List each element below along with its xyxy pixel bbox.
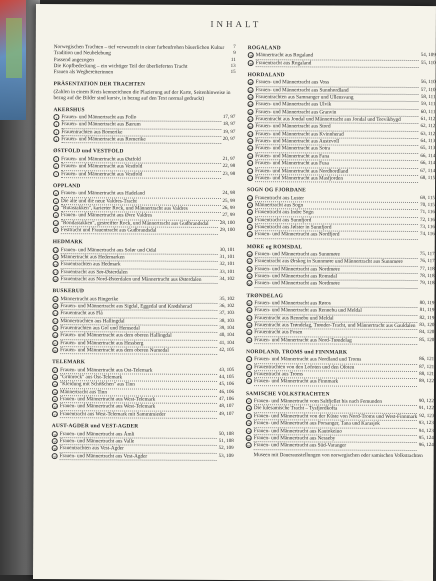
toc-entry-page: 68, 115: [420, 175, 436, 181]
map-number-circle: 63: [247, 273, 253, 279]
map-number-circle: 1: [53, 114, 59, 120]
toc-entry: [52, 453, 234, 461]
toc-entry-page: 53, 109: [218, 453, 234, 459]
toc-entry-page: 75, 117: [419, 251, 435, 258]
toc-entry-title: Frauen- und Männertracht aus Sigdal, Eggedal und Krødsherad: [60, 303, 217, 311]
toc-entry-page: 64, 113: [420, 139, 436, 145]
toc-entry-title: Frauen- und Männertracht aus dem oberen Hallingdal: [60, 333, 217, 341]
toc-entry-title: "Rondastakken", gestreifter Rock, und Männertracht aus Gudbrandsdal: [61, 220, 218, 228]
toc-entry-page: 91, 122: [418, 406, 434, 412]
page-title: INHALT: [210, 18, 262, 30]
toc-entry-page: 92, 123: [419, 413, 435, 419]
map-number-circle: 4: [53, 136, 59, 142]
toc-entry-title: Frauentracht aus Jølster in Sunnfjord: [255, 224, 418, 232]
toc-entry-page: 18, 97: [222, 122, 236, 128]
toc-entry-title: Norwegischen Trachten – tief verwurzelt in einer farbenfrohen bäuerlichen Kultur: [53, 44, 225, 51]
toc-entry-title: Tradition und Neubelebung: [53, 50, 111, 57]
toc-entry-title: Frauen- und Männertracht aus Romsdal: [255, 273, 418, 281]
toc-entry-title: Frauen- und Männertracht aus Vestfold: [61, 163, 221, 171]
museum-note: Museen mit Dauerausstellungen von norwegischen oder samischen Volkstrachten: [253, 451, 423, 459]
toc-entry-title: Männertracht aus Rogaland: [256, 52, 419, 60]
toc-entry-page: 80, 119: [419, 301, 435, 307]
map-number-circle: 16: [53, 261, 59, 267]
toc-entry-page: 83, 120: [419, 323, 435, 329]
toc-entry: [53, 136, 235, 144]
map-number-circle: 13: [53, 227, 59, 233]
toc-entry: [248, 60, 436, 68]
toc-entry-page: 20, 97: [222, 137, 236, 143]
toc-entry-page: 49, 107: [218, 411, 234, 417]
toc-entry-page: 37, 103: [219, 311, 235, 317]
toc-entry-title: Frauentracht aus Jondal und Männertracht aus Jondal und Teevikbygd: [255, 116, 418, 124]
map-number-circle: 62: [247, 266, 253, 272]
toc-entry-title: Frauen- und Männertracht aus Valle: [60, 438, 217, 446]
toc-entry-page: 26, 99: [222, 205, 235, 211]
toc-entry-title: "Grünrock" aus Ost-Telemark: [60, 374, 217, 382]
toc-entry-title: Die lulesamische Tracht – Tysfjordkofta: [254, 406, 417, 414]
toc-entry-page: 58, 111: [420, 95, 436, 101]
toc-entry-page: 77, 118: [419, 266, 435, 272]
toc-entry-page: 93, 123: [418, 421, 434, 427]
toc-entry: [53, 171, 235, 179]
toc-entry-title: Frauen- und Männertracht aus Østfold: [61, 156, 221, 164]
map-number-circle: 38: [248, 52, 254, 58]
toc-entry-title: Männertracht aus Tinn: [60, 389, 217, 397]
map-number-circle: 7: [53, 171, 59, 177]
toc-entry-page: 42, 105: [219, 348, 235, 354]
toc-entry-page: 94, 123: [418, 428, 434, 434]
toc-entry-page: 34, 102: [219, 276, 235, 283]
toc-entry-page: 31, 101: [219, 254, 235, 260]
toc-entry-title: Frauen- und Männertracht aus Hessberg: [60, 340, 217, 348]
toc-entry-title: Frauentrachten aus Hedmark: [61, 261, 218, 269]
map-number-circle: 9: [53, 198, 59, 204]
toc-entry-title: Frauen als Wegbereiterinnen: [53, 69, 114, 76]
toc-entry-page: 66, 114: [420, 153, 436, 159]
toc-entry-page: 35, 102: [219, 296, 235, 302]
toc-entry-page: 46, 106: [218, 389, 234, 395]
toc-entry-title: Frauen- und Männertracht aus Vestfold: [61, 171, 221, 179]
map-number-circle: 58: [247, 224, 253, 230]
toc-entry-page: 51, 108: [218, 438, 234, 444]
map-number-circle: 73: [246, 371, 252, 377]
toc-entry-title: Frauen- und Männertracht aus Stord: [255, 124, 418, 132]
map-number-circle: 49: [247, 146, 253, 152]
map-number-circle: 20: [52, 303, 58, 309]
region-heading: HORDALAND: [247, 72, 285, 79]
toc-entry-page: 85, 120: [419, 337, 435, 343]
region-heading: AKERSHUS: [53, 106, 85, 114]
toc-entry-page: 56, 110: [420, 80, 436, 86]
map-number-circle: 53: [247, 175, 253, 181]
toc-entry-page: 74, 116: [419, 232, 435, 238]
right-sections: [246, 45, 436, 451]
toc-entry-title: "Kleidung mit Schößchen" aus Tinn: [60, 382, 217, 390]
toc-entry-title: Frauentrachten aus Gol und Hemsedal: [60, 325, 217, 333]
toc-entry-title: Frauen- und Männertracht aus Nordmøre: [255, 280, 418, 288]
toc-entry-title: Frauen- und Männertracht aus Romerike: [61, 136, 221, 144]
toc-entry-title: Frauen- und Männertracht vom Saltfjellet bis nach Femunden: [254, 398, 417, 406]
toc-entry-title: Frauentracht aus Ørskog in Sunnmøre und Männertracht aus Sunnmøre: [255, 258, 418, 266]
map-number-circle: 59: [247, 231, 253, 237]
map-number-circle: 50: [247, 153, 253, 159]
toc-entry-page: 70, 115: [420, 202, 435, 208]
toc-entry-page: 57, 110: [420, 87, 436, 93]
toc-entry-title: Frauen- und Männertracht aus Follo: [61, 114, 221, 122]
toc-entry-title: Frauentracht aus West-Telemark mit Sammtmieder: [60, 411, 217, 419]
toc-entry-page: 67, 114: [420, 168, 436, 174]
toc-entry-title: Frauentracht aus Fosen: [254, 330, 417, 338]
toc-entry-page: 82, 119: [419, 315, 435, 321]
region-heading: OPPLAND: [53, 182, 81, 190]
toc-entry-title: Männertracht aus Ringerike: [60, 296, 217, 304]
region-heading: SOGN OG FJORDANE: [247, 187, 306, 194]
region-heading: BUSKERUD: [52, 288, 85, 295]
toc-entry-page: 48, 107: [218, 404, 234, 410]
map-number-circle: 22: [52, 318, 58, 324]
map-number-circle: 61: [247, 258, 253, 264]
toc-entry-page: 84, 120: [419, 330, 435, 336]
toc-entry-title: Frauen- und Männertracht aus Vest-Agder: [60, 453, 217, 461]
presentation-heading: PRÄSENTATION DER TRACHTEN: [53, 80, 146, 88]
map-number-circle: 36: [52, 445, 58, 451]
toc-entry-title: Frauen- und Männertracht aus Süd-Varanger: [254, 442, 417, 450]
toc-entry-page: 41, 104: [219, 340, 235, 346]
toc-entry-page: 9: [233, 51, 236, 57]
toc-entry-page: 90, 122: [418, 399, 434, 405]
toc-entry-title: Männertrachten aus Hallingdal: [60, 318, 217, 326]
map-number-circle: 75: [246, 398, 252, 404]
map-number-circle: 78: [246, 420, 252, 426]
region-heading: ØSTFOLD und VESTFOLD: [53, 148, 124, 155]
toc-entry-page: 45, 106: [218, 382, 235, 388]
toc-entry: [54, 69, 236, 76]
toc-entry-page: 95, 124: [418, 435, 434, 441]
map-number-circle: 40: [248, 79, 254, 85]
book-page: [33, 4, 436, 581]
map-number-circle: 5: [53, 156, 59, 162]
toc-entry-title: Frauen- und Männertracht aus Kvinnherad: [255, 131, 418, 139]
toc-entry-title: Die Kopfbedeckung – ein wichtiger Teil der überlieferten Tracht: [53, 63, 188, 70]
toc-entry-title: Frauen- und Männertracht aus Nordfjord: [255, 231, 418, 239]
toc-entry-page: 28, 100: [219, 220, 235, 226]
map-number-circle: 47: [247, 131, 253, 137]
toc-entry-page: 54, 109: [420, 53, 436, 59]
map-number-circle: 51: [247, 160, 253, 166]
toc-entry-title: Frauen- und Männertracht aus Øvre Valdres: [61, 212, 221, 220]
map-number-circle: 19: [52, 296, 58, 302]
toc-entry-title: Frauentracht aus Sør-Østerdalen: [61, 269, 218, 277]
map-number-circle: 37: [52, 453, 58, 459]
toc-entry-page: 33, 101: [219, 269, 235, 275]
toc-entry-title: Frauen- und Männertracht aus Fana: [255, 153, 418, 161]
toc-entry-title: Festtracht und Frauentracht aus Gudbrandsdal: [61, 227, 218, 235]
region-heading: NORDLAND, TROMS und FINNMARK: [246, 349, 348, 356]
toc-entry-page: 47, 106: [218, 397, 234, 403]
toc-entry-title: Frauen- und Männertracht aus West-Telemark: [60, 404, 217, 412]
toc-entry-title: Frauen- und Männertracht aus Finnmark: [254, 379, 417, 387]
toc-entry-title: Frauen- und Männertracht aus Nesseby: [254, 435, 417, 443]
toc-entry-page: 15: [230, 70, 236, 76]
toc-entry: [53, 276, 235, 284]
toc-entry-title: Frauentracht aus Luster: [255, 195, 418, 203]
map-number-circle: 21: [52, 310, 58, 316]
toc-entry-page: 52, 109: [218, 446, 234, 452]
toc-entry-title: Frauen- und Männertracht aus Voss: [256, 80, 419, 88]
presentation-note: (Zahlen in einem Kreis kennzeichnen die Plazierung auf der Karte, Seitenhinweise in bezug auf die Bilder sind kursiv, in bezug auf den Text normal gedruckt): [53, 89, 231, 103]
map-number-circle: 56: [247, 209, 253, 215]
map-number-circle: 31: [52, 396, 58, 402]
map-number-circle: 28: [52, 374, 58, 380]
toc-entry-page: 79, 118: [419, 281, 435, 287]
toc-entry-page: 89, 122: [419, 379, 435, 385]
map-number-circle: 77: [246, 413, 252, 419]
toc-entry-page: 44, 105: [219, 375, 235, 381]
toc-entry-page: 62, 112: [420, 124, 436, 130]
map-number-circle: 66: [246, 307, 252, 313]
map-number-circle: 25: [52, 340, 58, 346]
toc-entry-page: 88, 121: [419, 372, 435, 378]
region-heading: TRØNDELAG: [246, 292, 284, 299]
map-number-circle: 79: [246, 428, 252, 434]
toc-entry-page: 43, 105: [219, 367, 235, 373]
toc-entry-title: Die alte und die neue Valdres-Tracht: [61, 198, 221, 206]
map-number-circle: 76: [246, 406, 252, 412]
toc-entry-title: Frauen- und Männertracht aus Ost-Telemark: [60, 367, 217, 375]
map-number-circle: 11: [53, 212, 59, 218]
toc-entry-title: Frauen- und Männertracht aus Sunnmøre: [255, 251, 418, 259]
toc-entry-page: 30, 101: [219, 247, 235, 253]
toc-entry-title: Passend angezogen: [53, 56, 94, 63]
map-number-circle: 35: [52, 438, 58, 444]
map-number-circle: 8: [53, 190, 59, 196]
toc-entry-title: Frauen- und Männertracht aus Nordhordland: [255, 168, 418, 176]
toc-entry-title: Frauen- und Männertracht aus Fusa: [255, 160, 418, 168]
toc-entry-page: 21, 97: [222, 156, 236, 162]
toc-entry-title: Frauentrachten von den Lofoten und den Ofoten: [254, 364, 417, 372]
toc-entry-title: Frauen- und Männertracht aus Solør und Odal: [61, 247, 218, 255]
toc-entry-page: 61, 112: [420, 117, 436, 123]
map-number-circle: 69: [246, 329, 252, 335]
toc-entry: [53, 227, 235, 235]
toc-entry-page: 32, 101: [219, 262, 235, 268]
toc-entry-page: 60, 111: [420, 109, 436, 115]
map-number-circle: 48: [247, 138, 253, 144]
toc-entry-page: 78, 118: [419, 273, 435, 280]
toc-entry: [247, 280, 435, 288]
toc-entry-title: Frauen- und Männertracht aus Nord-Trøndelag: [254, 337, 417, 345]
toc-entry-page: 38, 103: [219, 318, 235, 324]
toc-entry-page: 27, 99: [222, 213, 235, 219]
toc-entry-title: Frauen- und Männertracht aus Åmli: [60, 431, 217, 439]
toc-entry-title: Frauentrachten aus Samnanger und Ullensvang: [255, 94, 418, 102]
toc-entry-title: Frauen- und Männertracht aus Austevoll: [255, 138, 418, 146]
map-number-circle: 70: [246, 337, 252, 343]
map-number-circle: 15: [53, 254, 59, 260]
map-number-circle: 65: [246, 300, 252, 306]
region-heading: MØRE og ROMSDAL: [246, 243, 303, 250]
toc-entry-page: 50, 108: [218, 431, 234, 437]
map-number-circle: 10: [53, 205, 59, 211]
map-number-circle: 80: [246, 435, 252, 441]
map-number-circle: 41: [248, 87, 254, 93]
toc-entry-title: Frauen- und Männertracht aus Bærum: [61, 122, 221, 130]
toc-entry-title: Frauentracht aus Sunnfjord: [255, 217, 418, 225]
map-number-circle: 71: [246, 357, 252, 363]
map-number-circle: 23: [52, 325, 58, 331]
toc-entry-page: 81, 119: [419, 308, 435, 314]
map-number-circle: 27: [52, 367, 58, 373]
map-number-circle: 57: [247, 217, 253, 223]
map-number-circle: 81: [246, 442, 252, 448]
toc-entry-title: Frauen- und Männertracht aus Porsanger, Tana und Karasjok: [254, 420, 417, 428]
toc-entry-title: Frauen- und Männertracht aus Nordmøre: [255, 266, 418, 274]
region-heading: SAMISCHE VOLKSTRACHTEN: [245, 390, 330, 398]
map-number-circle: 72: [246, 364, 252, 370]
toc-entry-page: 65, 113: [420, 146, 436, 152]
toc-entry-title: Frauen- und Männertracht aus Hadeland: [61, 190, 221, 198]
toc-entry-title: Frauen- und Männertracht aus West-Telemark: [60, 396, 217, 404]
toc-entry-page: 69, 115: [420, 195, 436, 201]
toc-entry-title: Frauen- und Männertracht aus Sotra: [255, 146, 418, 154]
region-heading: HEDMARK: [52, 239, 83, 246]
toc-entry-page: 40, 104: [219, 333, 235, 339]
toc-entry-title: Frauentracht aus Trøndelag, Trønder-Tracht, und Männertracht aus Gauldalen: [254, 322, 416, 330]
toc-entry-title: Frauentracht aus Nord-Østerdalen und Männertracht aus Østerdalen: [61, 276, 218, 284]
toc-entry-title: Frauentracht aus Flå: [60, 310, 217, 318]
toc-entry: [246, 337, 434, 345]
toc-entry-page: 13: [230, 64, 236, 70]
map-number-circle: 60: [247, 251, 253, 257]
map-number-circle: 67: [246, 315, 252, 321]
toc-entry: [246, 442, 434, 450]
toc-entry-page: 22, 98: [222, 164, 236, 170]
map-number-circle: 52: [247, 168, 253, 174]
toc-entry-title: Frauen- und Männertracht aus dem oberen Numedal: [60, 347, 217, 355]
region-heading: ROGALAND: [247, 45, 281, 52]
toc-entry-title: Männertracht aus Hedemarken: [61, 254, 218, 262]
map-number-circle: 17: [53, 269, 59, 275]
map-number-circle: 74: [246, 379, 252, 385]
map-number-circle: 45: [247, 116, 253, 122]
toc-entry-title: Frauen- und Männertracht aus Rennebu und Meldal: [254, 307, 417, 315]
map-number-circle: 3: [53, 129, 59, 135]
map-number-circle: 18: [53, 276, 59, 282]
toc-entry-page: 36, 102: [219, 303, 235, 310]
toc-entry-title: Frauentracht aus Rennebu und Meldal: [254, 315, 417, 323]
map-number-circle: 6: [53, 163, 59, 169]
toc-entry-page: 55, 110: [420, 60, 436, 66]
map-number-circle: 33: [52, 411, 58, 417]
toc-entry-page: 24, 98: [222, 191, 236, 197]
toc-entry-title: Frauen- und Männertracht aus Sunnhordland: [256, 87, 419, 95]
toc-entry-title: Frauen- und Männertracht aus Kautokeino: [254, 428, 417, 436]
region-heading: TELEMARK: [52, 359, 86, 366]
toc-entry-page: 59, 111: [420, 102, 436, 108]
map-fragment-green: [6, 18, 22, 78]
map-number-circle: 54: [247, 195, 253, 201]
toc-entry-page: 66, 114: [420, 161, 436, 167]
map-number-circle: 68: [246, 322, 252, 328]
map-number-circle: 2: [53, 122, 59, 128]
toc-entry-page: 29, 100: [219, 227, 235, 233]
toc-entry-page: 25, 99: [222, 198, 235, 204]
toc-entry-title: Frauentracht aus Troms: [254, 371, 417, 379]
toc-entry-page: 39, 104: [219, 325, 235, 332]
toc-entry-page: 19, 97: [222, 129, 236, 135]
toc-entry-title: Frauentrachten aus Romerike: [61, 129, 221, 137]
map-number-circle: 42: [247, 94, 253, 100]
map-number-circle: 14: [53, 247, 59, 253]
map-number-circle: 43: [247, 102, 253, 108]
map-number-circle: 39: [248, 60, 254, 66]
toc-entry-title: Frauentrachten aus Vest-Agder: [60, 445, 217, 453]
toc-entry-title: Frauen- und Männertracht aus Ulvik: [255, 102, 418, 110]
map-number-circle: 24: [52, 332, 58, 338]
toc-entry-page: 71, 116: [420, 210, 435, 216]
toc-entry-title: Frauen- und Männertracht aus Røros: [254, 300, 417, 308]
left-column: [52, 44, 236, 461]
map-number-circle: 34: [52, 431, 58, 437]
toc-entry-title: Frauen- und Männertracht aus Nordland und Troms: [254, 357, 417, 365]
toc-entry-page: 11: [230, 57, 236, 63]
map-number-circle: 55: [247, 202, 253, 208]
toc-entry-page: 72, 116: [420, 217, 435, 223]
toc-entry: [246, 379, 434, 387]
toc-entry: [52, 347, 234, 355]
toc-entry-page: 23, 98: [222, 171, 236, 177]
map-number-circle: 64: [247, 280, 253, 286]
toc-entry-page: 76, 117: [419, 259, 435, 265]
toc-entry-page: 96, 124: [418, 443, 434, 449]
toc-entry: [52, 411, 234, 419]
right-column: [246, 45, 436, 460]
left-sections: [52, 107, 236, 461]
map-number-circle: 30: [52, 389, 58, 395]
toc-entry-page: 86, 121: [419, 357, 435, 363]
toc-entry-title: Frauen- und Männertracht aus Granvin: [255, 109, 418, 117]
toc-entry-title: Frauen- und Männertracht von der Küste von Nord-Troms und West-Finnmark: [253, 412, 418, 420]
intro-list: [54, 44, 236, 77]
toc-entry-title: Frauentracht aus Indre Sogn: [255, 209, 418, 217]
toc-entry-title: Frauentracht aus Rogaland: [256, 60, 419, 68]
toc-entry-title: Frauen- und Männertracht aus Masfjorden: [255, 175, 418, 183]
map-number-circle: 29: [52, 382, 58, 388]
toc-entry-page: 7: [233, 45, 236, 51]
toc-entry-page: 73, 116: [419, 224, 435, 230]
map-number-circle: 46: [247, 124, 253, 130]
map-number-circle: 32: [52, 404, 58, 410]
toc-entry-page: 63, 112: [420, 131, 436, 137]
map-number-circle: 44: [247, 109, 253, 115]
toc-entry: [247, 231, 435, 239]
map-number-circle: 26: [52, 347, 58, 353]
toc-entry-title: Männertracht aus Sogn: [255, 202, 418, 210]
map-number-circle: 12: [53, 220, 59, 226]
toc-entry-title: "Rutastakken", karierter Rock, und Männertracht aus Valdres: [61, 205, 221, 213]
toc-entry-page: 17, 97: [222, 115, 236, 121]
toc-entry: [247, 175, 435, 183]
toc-entry-page: 87, 121: [419, 364, 435, 370]
region-heading: AUST-AGDER und VEST-AGDER: [51, 423, 139, 430]
